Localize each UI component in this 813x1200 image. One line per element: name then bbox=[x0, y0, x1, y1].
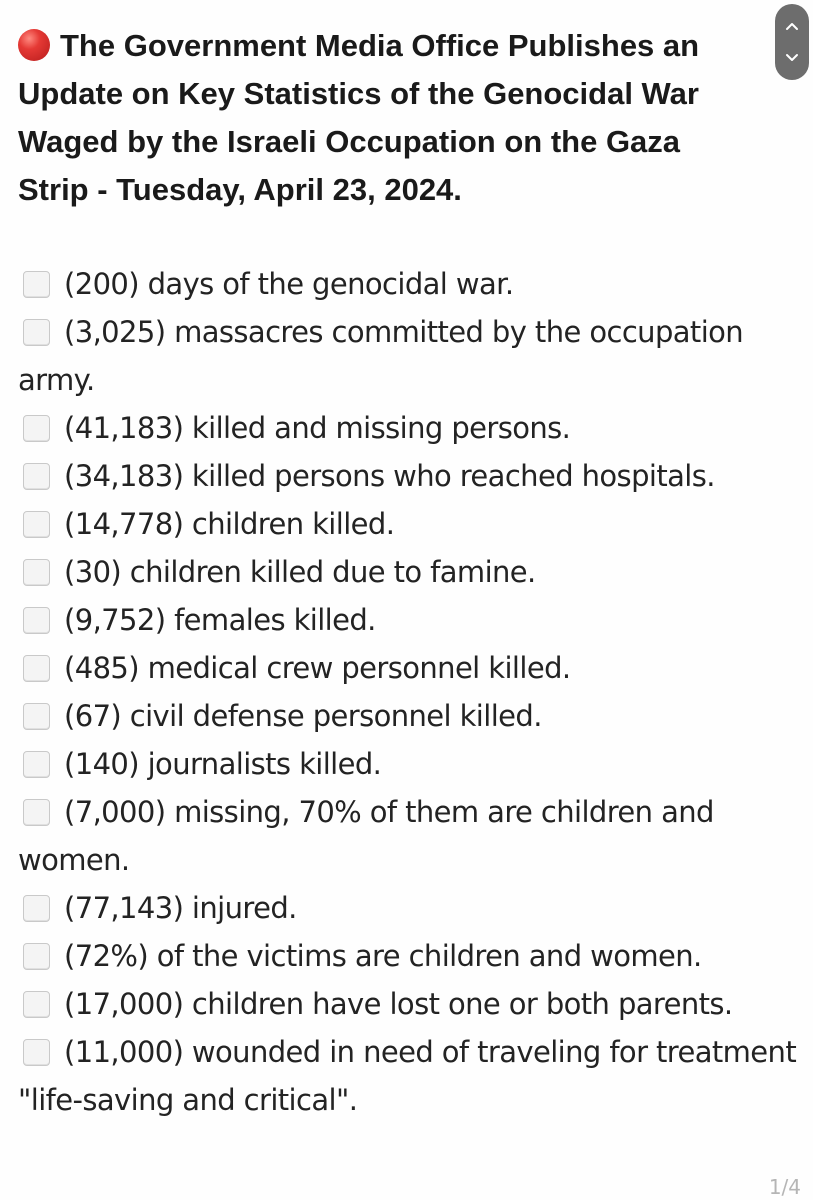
chevron-up-icon bbox=[784, 20, 800, 32]
white-square-button-icon bbox=[23, 799, 50, 826]
list-item bbox=[18, 644, 808, 692]
list-item bbox=[18, 692, 808, 740]
white-square-button-icon bbox=[23, 655, 50, 682]
list-item bbox=[18, 980, 808, 1028]
list-item-text: (200) days of the genocidal war. bbox=[64, 267, 514, 301]
white-square-button-icon bbox=[23, 319, 50, 346]
white-square-button-icon bbox=[23, 463, 50, 490]
white-square-button-icon bbox=[23, 415, 50, 442]
list-item bbox=[18, 308, 808, 404]
list-item-text: (11,000) wounded in need of traveling for treatment "life-saving and critical". bbox=[18, 1035, 797, 1117]
list-item-text: (34,183) killed persons who reached hospitals. bbox=[64, 459, 715, 493]
list-item-text: (72%) of the victims are children and women. bbox=[64, 939, 702, 973]
white-square-button-icon bbox=[23, 607, 50, 634]
list-item bbox=[18, 1028, 808, 1124]
list-item-text: (17,000) children have lost one or both parents. bbox=[64, 987, 733, 1021]
list-item bbox=[18, 932, 808, 980]
white-square-button-icon bbox=[23, 991, 50, 1018]
scroll-up-button[interactable] bbox=[781, 15, 803, 37]
white-square-button-icon bbox=[23, 271, 50, 298]
list-item bbox=[18, 596, 808, 644]
chevron-down-icon bbox=[784, 52, 800, 64]
list-item-text: (7,000) missing, 70% of them are children and women. bbox=[18, 795, 714, 877]
list-item-text: (9,752) females killed. bbox=[64, 603, 376, 637]
white-square-button-icon bbox=[23, 559, 50, 586]
list-item-text: (140) journalists killed. bbox=[64, 747, 382, 781]
page-indicator: 1/4 bbox=[768, 1175, 801, 1199]
list-item bbox=[18, 740, 808, 788]
scroll-control bbox=[775, 4, 809, 80]
list-item bbox=[18, 452, 808, 500]
list-item-text: (41,183) killed and missing persons. bbox=[64, 411, 571, 445]
list-item-text: (30) children killed due to famine. bbox=[64, 555, 536, 589]
list-item bbox=[18, 260, 808, 308]
white-square-button-icon bbox=[23, 751, 50, 778]
list-item bbox=[18, 548, 808, 596]
white-square-button-icon bbox=[23, 943, 50, 970]
list-item bbox=[18, 500, 808, 548]
list-item-text: (14,778) children killed. bbox=[64, 507, 395, 541]
list-item bbox=[18, 404, 808, 452]
white-square-button-icon bbox=[23, 703, 50, 730]
white-square-button-icon bbox=[23, 511, 50, 538]
post-content bbox=[18, 22, 808, 1124]
statistics-list bbox=[18, 260, 808, 1124]
white-square-button-icon bbox=[23, 895, 50, 922]
list-item-text: (3,025) massacres committed by the occupation army. bbox=[18, 315, 744, 397]
list-item-text: (77,143) injured. bbox=[64, 891, 297, 925]
red-circle-icon bbox=[18, 29, 50, 61]
list-item bbox=[18, 788, 808, 884]
list-item-text: (485) medical crew personnel killed. bbox=[64, 651, 571, 685]
scroll-down-button[interactable] bbox=[781, 47, 803, 69]
list-item bbox=[18, 884, 808, 932]
white-square-button-icon bbox=[23, 1039, 50, 1066]
post-title-text: The Government Media Office Publishes an Update on Key Statistics of the Genocidal War Waged by the Israeli Occupation on the Gaza Strip - Tuesday, April 23, 2024. bbox=[18, 28, 700, 207]
post-title bbox=[18, 22, 758, 214]
list-item-text: (67) civil defense personnel killed. bbox=[64, 699, 542, 733]
